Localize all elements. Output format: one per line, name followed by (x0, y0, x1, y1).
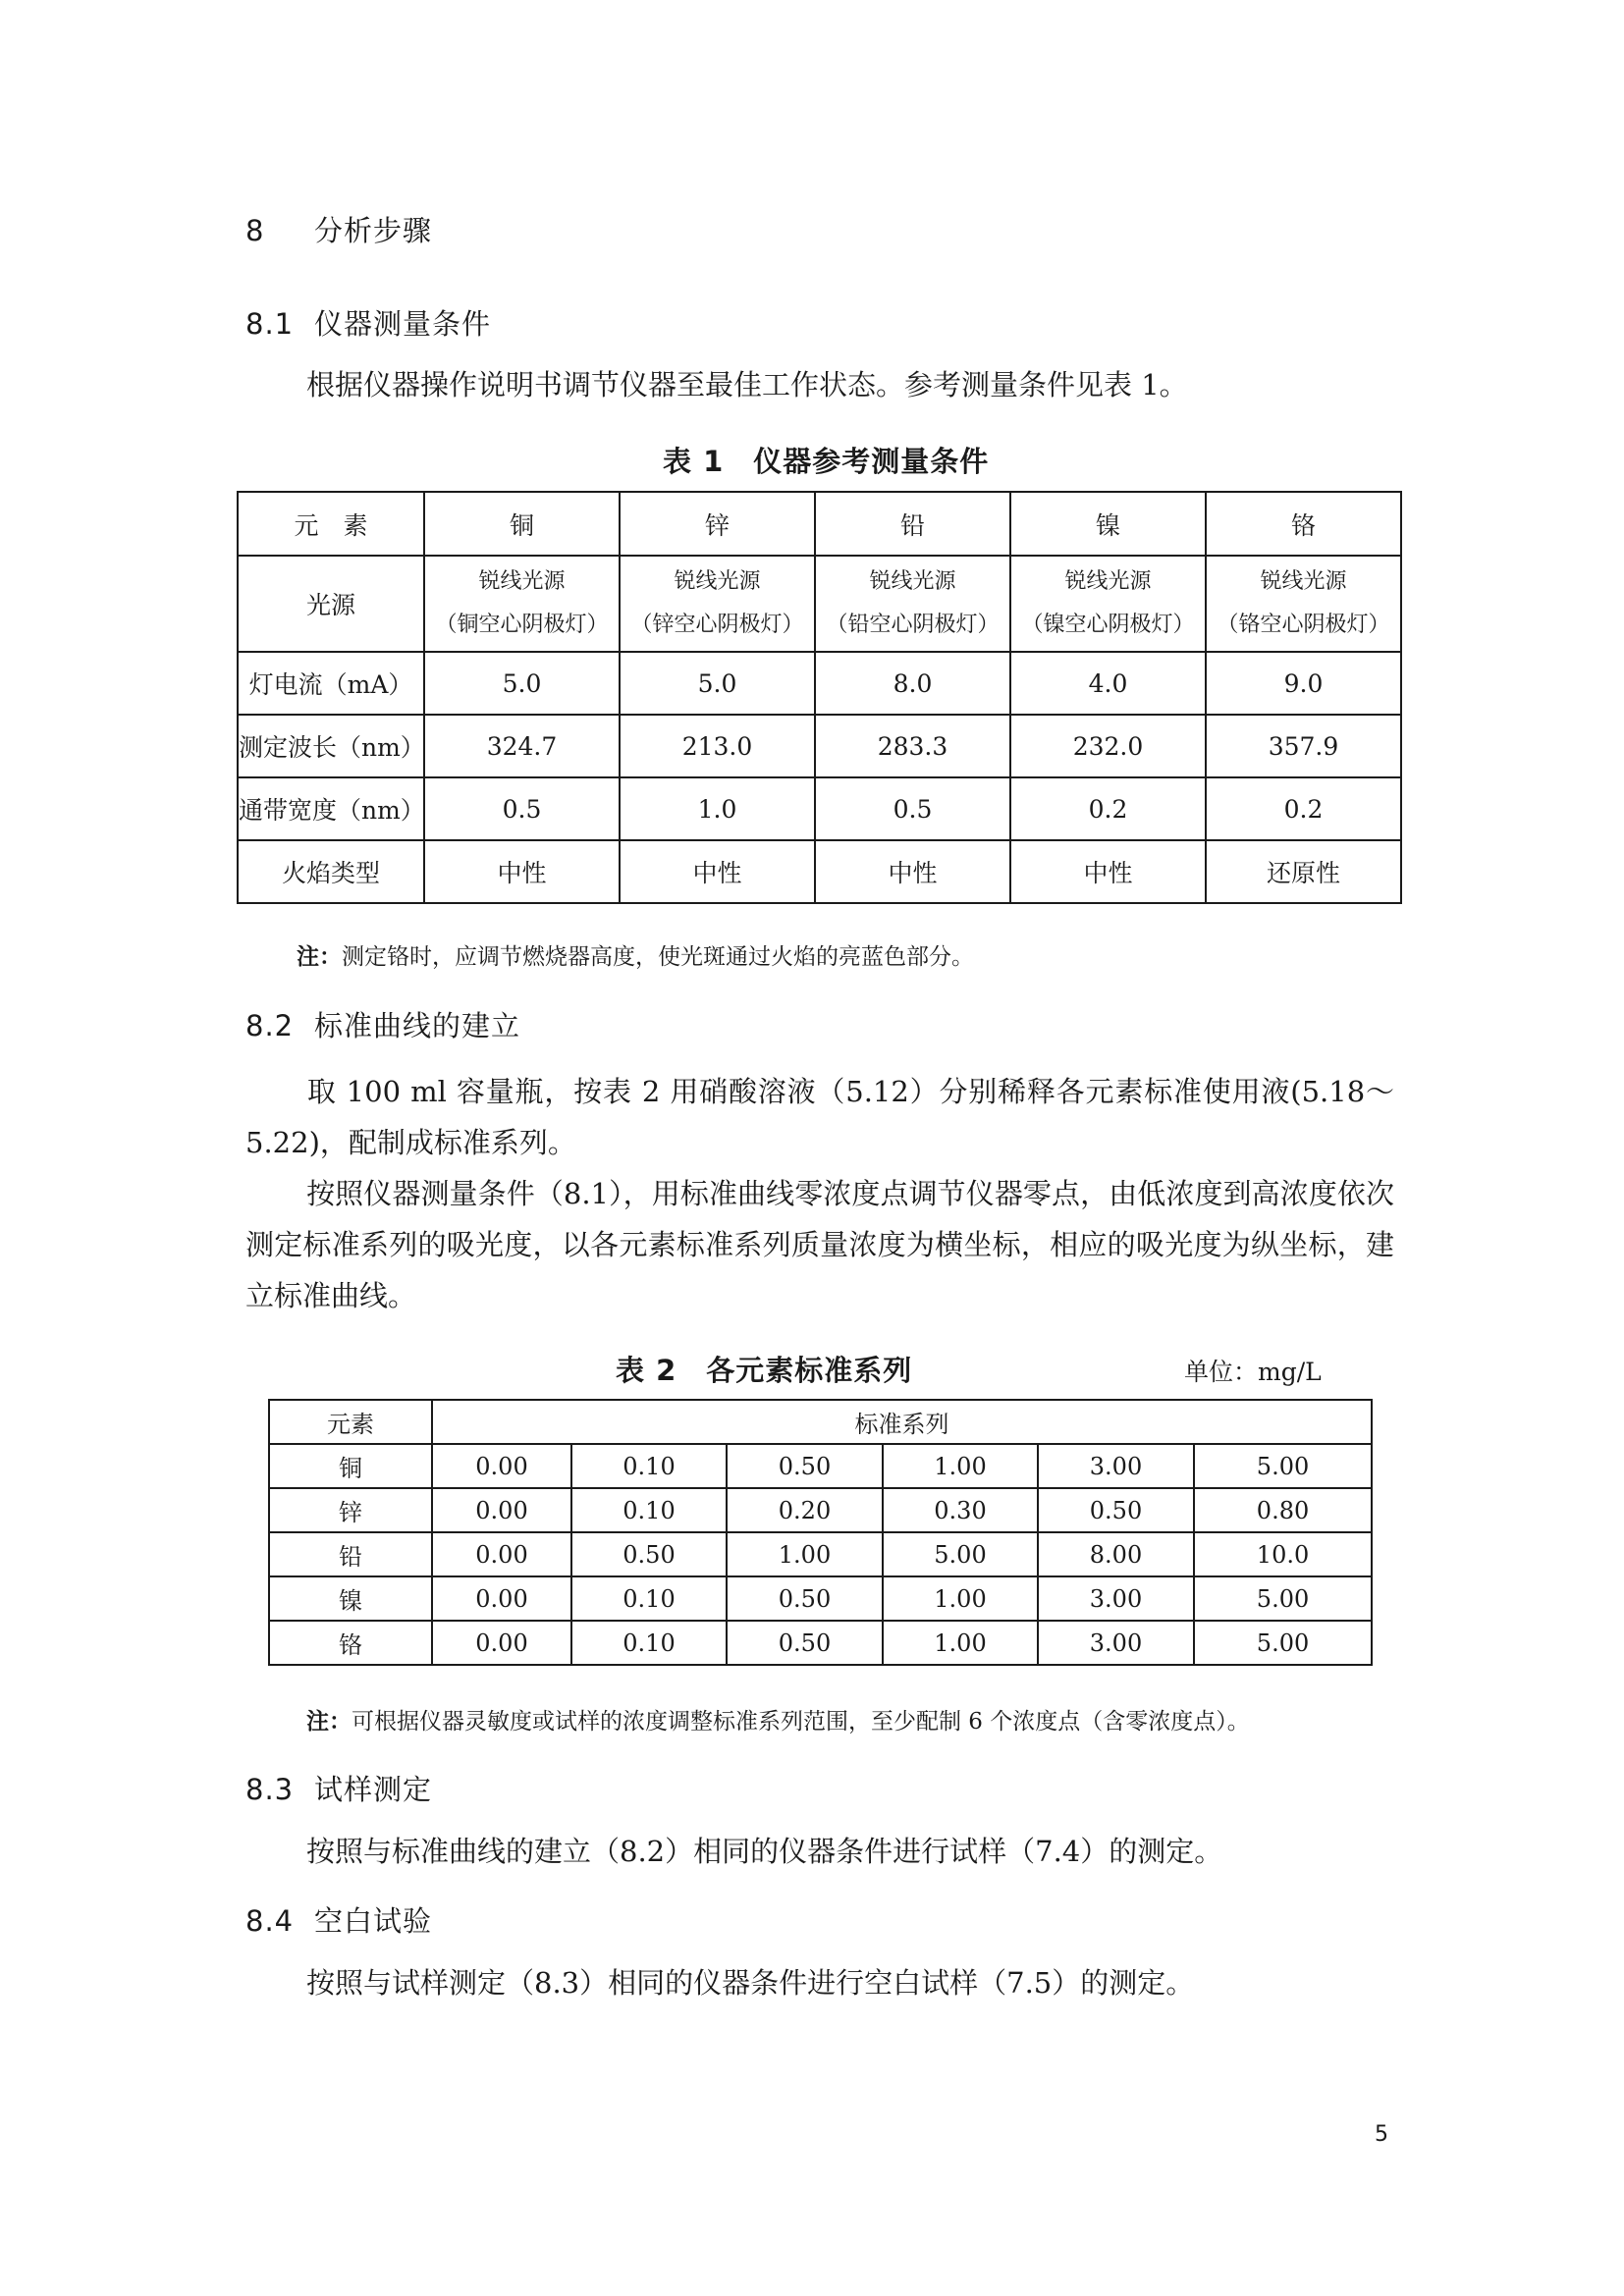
table-cell: 3.00 (1038, 1444, 1194, 1488)
table-cell: 357.9 (1206, 715, 1401, 777)
table1-instrument-conditions (237, 491, 1402, 904)
paragraph-8-3 (245, 1826, 1394, 1877)
table-cell: 213.0 (620, 715, 815, 777)
table-row (269, 1488, 1372, 1532)
table-cell: 232.0 (1010, 715, 1206, 777)
paragraph-8-1 (245, 359, 1394, 410)
table-cell: 0.00 (432, 1576, 571, 1621)
table-cell: 9.0 (1206, 652, 1401, 715)
table-cell: 0.50 (1038, 1488, 1194, 1532)
table2-unit: 单位：mg/L (1184, 1358, 1322, 1386)
section-heading-8-1 (245, 302, 491, 343)
table-cell: 0.5 (424, 777, 620, 840)
section-title: 试样测定 (314, 1773, 433, 1806)
table-cell: 0.2 (1010, 777, 1206, 840)
table-cell: 10.0 (1194, 1532, 1372, 1576)
table-cell: 3.00 (1038, 1621, 1194, 1665)
table-cell: 锐线光源 （铅空心阴极灯） (815, 556, 1010, 652)
section-heading-8-2 (245, 1004, 520, 1044)
table-cell: 0.50 (571, 1532, 727, 1576)
row-label: 测定波长（nm） (238, 715, 424, 777)
table-cell: 0.00 (432, 1532, 571, 1576)
paragraph-text: 按照与标准曲线的建立（8.2）相同的仪器条件进行试样（7.4）的测定。 (306, 1835, 1223, 1868)
table-cell: 0.50 (727, 1444, 883, 1488)
row-label: 灯电流（mA） (238, 652, 424, 715)
table-cell: 1.00 (883, 1576, 1038, 1621)
section-heading-8-4 (245, 1899, 432, 1940)
row-label: 铜 (269, 1444, 432, 1488)
section-title: 仪器测量条件 (314, 307, 492, 341)
row-label: 锌 (269, 1488, 432, 1532)
table-cell: 1.00 (883, 1621, 1038, 1665)
table-cell: 锐线光源 （铬空心阴极灯） (1206, 556, 1401, 652)
header-cell: 元素 (269, 1400, 432, 1444)
table2-note (306, 1703, 1250, 1735)
row-label: 光源 (238, 556, 424, 652)
paragraph-8-4 (245, 1957, 1394, 2008)
note-text: 测定铬时，应调节燃烧器高度，使光斑通过火焰的亮蓝色部分。 (342, 944, 974, 970)
header-cell: 标准系列 (432, 1400, 1372, 1444)
table-cell: 锐线光源 （镍空心阴极灯） (1010, 556, 1206, 652)
section-number: 8.2 (245, 1009, 295, 1042)
header-cell: 锌 (620, 492, 815, 556)
table1-caption: 表 1 仪器参考测量条件 (663, 445, 990, 478)
table-row (269, 1576, 1372, 1621)
table-cell: 0.50 (727, 1576, 883, 1621)
table-cell: 0.50 (727, 1621, 883, 1665)
header-cell: 铅 (815, 492, 1010, 556)
table-cell: 0.2 (1206, 777, 1401, 840)
table-cell: 8.0 (815, 652, 1010, 715)
table-cell: 5.0 (620, 652, 815, 715)
table-cell: 0.30 (883, 1488, 1038, 1532)
table-cell: 5.00 (1194, 1621, 1372, 1665)
section-number: 8.3 (245, 1773, 295, 1806)
table-cell: 5.00 (883, 1532, 1038, 1576)
page-number: 5 (1375, 2122, 1388, 2147)
table-row (238, 652, 1401, 715)
table-cell: 中性 (424, 840, 620, 903)
table-cell: 0.10 (571, 1444, 727, 1488)
section-title: 标准曲线的建立 (314, 1009, 521, 1042)
section-heading-8 (245, 209, 432, 249)
table-cell: 0.10 (571, 1576, 727, 1621)
table-cell: 324.7 (424, 715, 620, 777)
paragraph-8-2-a (245, 1066, 1394, 1168)
table-cell: 中性 (815, 840, 1010, 903)
header-cell: 元 素 (238, 492, 424, 556)
row-label: 铅 (269, 1532, 432, 1576)
table-row (269, 1621, 1372, 1665)
paragraph-text: 按照仪器测量条件（8.1），用标准曲线零浓度点调节仪器零点，由低浓度到高浓度依次测定标准系列的吸光度，以各元素标准系列质量浓度为横坐标，相应的吸光度为纵坐标，建立标准曲线。 (245, 1177, 1394, 1312)
table-cell: 4.0 (1010, 652, 1206, 715)
section-title: 空白试验 (314, 1904, 433, 1938)
header-cell: 铬 (1206, 492, 1401, 556)
row-label: 火焰类型 (238, 840, 424, 903)
table-cell: 0.80 (1194, 1488, 1372, 1532)
table-cell: 0.00 (432, 1444, 571, 1488)
header-cell: 铜 (424, 492, 620, 556)
section-number: 8 (245, 214, 265, 247)
section-heading-8-3 (245, 1768, 432, 1808)
paragraph-8-2-b (245, 1168, 1394, 1321)
table2-caption: 表 2 各元素标准系列 (616, 1354, 913, 1387)
section-title: 分析步骤 (314, 214, 433, 247)
table-cell: 0.10 (571, 1488, 727, 1532)
note-label: 注： (297, 943, 342, 970)
table-cell: 0.5 (815, 777, 1010, 840)
note-text: 可根据仪器灵敏度或试样的浓度调整标准系列范围，至少配制 6 个浓度点（含零浓度点）。 (352, 1709, 1250, 1735)
table-row (269, 1532, 1372, 1576)
table-cell: 1.0 (620, 777, 815, 840)
section-number: 8.1 (245, 307, 295, 341)
table-cell: 5.00 (1194, 1576, 1372, 1621)
row-label: 通带宽度（nm） (238, 777, 424, 840)
table-row (238, 840, 1401, 903)
paragraph-text: 根据仪器操作说明书调节仪器至最佳工作状态。参考测量条件见表 1。 (306, 368, 1188, 401)
table-cell: 283.3 (815, 715, 1010, 777)
section-number: 8.4 (245, 1904, 295, 1938)
table-cell: 还原性 (1206, 840, 1401, 903)
table-row (238, 715, 1401, 777)
table-cell: 中性 (620, 840, 815, 903)
table-cell: 8.00 (1038, 1532, 1194, 1576)
table-cell: 0.00 (432, 1488, 571, 1532)
table-cell: 锐线光源 （铜空心阴极灯） (424, 556, 620, 652)
note-label: 注： (306, 1708, 352, 1735)
table1-note (297, 938, 974, 971)
header-cell: 镍 (1010, 492, 1206, 556)
table-cell: 0.20 (727, 1488, 883, 1532)
table-cell: 1.00 (727, 1532, 883, 1576)
table-row (269, 1444, 1372, 1488)
table-cell: 5.0 (424, 652, 620, 715)
table-row (238, 556, 1401, 652)
row-label: 镍 (269, 1576, 432, 1621)
table-cell: 3.00 (1038, 1576, 1194, 1621)
row-label: 铬 (269, 1621, 432, 1665)
table-row (238, 777, 1401, 840)
table-header-row (238, 492, 1401, 556)
table-cell: 0.10 (571, 1621, 727, 1665)
paragraph-text: 取 100 ml 容量瓶，按表 2 用硝酸溶液（5.12）分别稀释各元素标准使用液(5.18～5.22)，配制成标准系列。 (245, 1075, 1394, 1159)
table2-standard-series (268, 1399, 1373, 1666)
table-cell: 0.00 (432, 1621, 571, 1665)
paragraph-text: 按照与试样测定（8.3）相同的仪器条件进行空白试样（7.5）的测定。 (306, 1966, 1195, 2000)
table-cell: 锐线光源 （锌空心阴极灯） (620, 556, 815, 652)
table-header-row (269, 1400, 1372, 1444)
table-cell: 5.00 (1194, 1444, 1372, 1488)
table-cell: 1.00 (883, 1444, 1038, 1488)
table-cell: 中性 (1010, 840, 1206, 903)
